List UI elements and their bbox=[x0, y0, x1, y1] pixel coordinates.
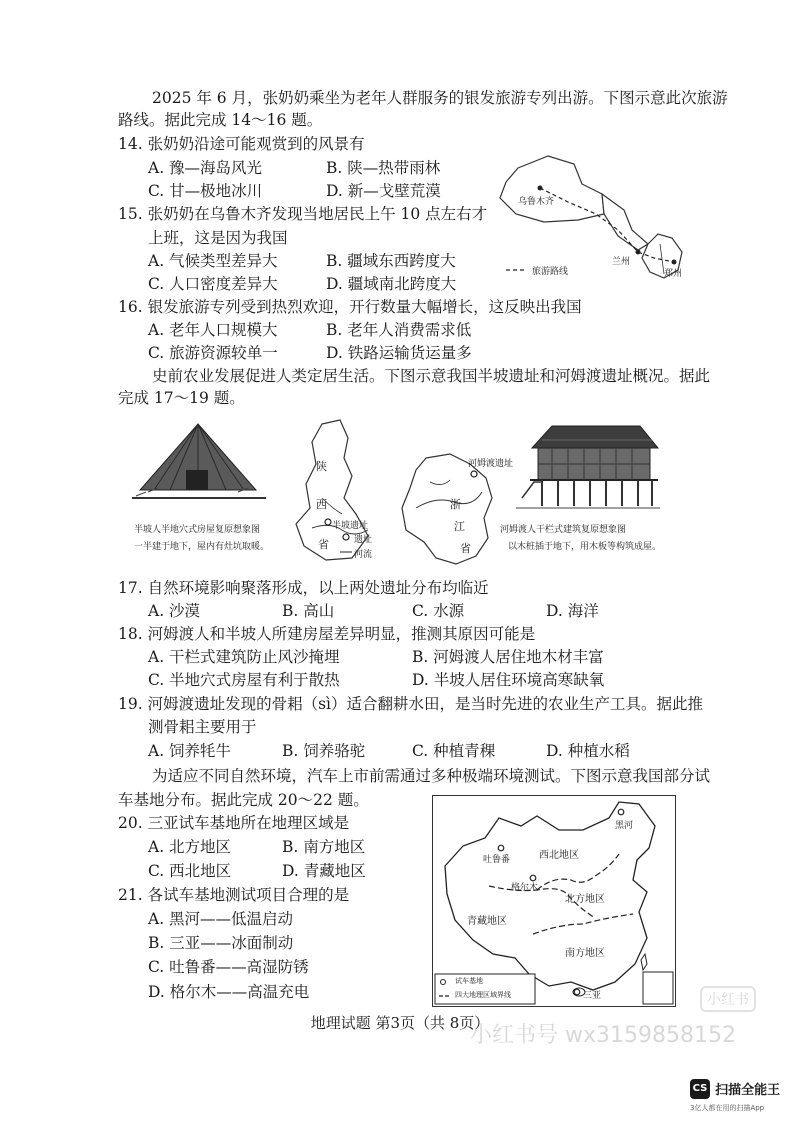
shaanxi-char-1: 陕 bbox=[316, 460, 327, 473]
shaanxi-char-2: 西 bbox=[316, 498, 327, 511]
south-china-sea-inset bbox=[643, 972, 673, 1004]
turpan-marker bbox=[498, 845, 504, 851]
label-golmud: 格尔木 bbox=[511, 883, 539, 893]
sanya-marker bbox=[574, 989, 580, 995]
q19-stem-line1: 19. 河姆渡遗址发现的骨耜（sì）适合翻耕水田，是当时先进的农业生产工具。据此推 bbox=[118, 695, 703, 713]
q17-option-a: A. 沙漠 bbox=[148, 602, 201, 620]
q20-option-d: D. 青藏地区 bbox=[282, 862, 366, 880]
q17-option-b: B. 高山 bbox=[282, 602, 335, 620]
q15-stem-line2: 上班，这是因为我国 bbox=[148, 229, 288, 247]
q15-option-c: C. 人口密度差异大 bbox=[148, 275, 278, 293]
zhejiang-char-3: 省 bbox=[460, 542, 471, 555]
hemudu-caption-desc: 以木桩插于地下，用木板等构筑成屋。 bbox=[508, 542, 662, 552]
q20-option-c: C. 西北地区 bbox=[148, 862, 232, 880]
urumqi-dot bbox=[538, 186, 543, 191]
hemudu-site-marker bbox=[471, 471, 477, 477]
label-northwest-region: 西北地区 bbox=[539, 850, 579, 861]
label-sanya: 三亚 bbox=[583, 991, 602, 1001]
q16-stem: 16. 银发旅游专列受到热烈欢迎，开行数量大幅增长，这反映出我国 bbox=[118, 298, 582, 316]
q19-option-d: D. 种植水稻 bbox=[546, 742, 630, 760]
q21-option-b: B. 三亚——冰面制动 bbox=[148, 934, 294, 952]
q20-option-b: B. 南方地区 bbox=[282, 838, 366, 856]
camscanner-name: 扫描全能王 bbox=[715, 1083, 781, 1098]
china-map-svg bbox=[433, 796, 675, 1006]
shaanxi-map bbox=[282, 418, 382, 568]
zhengzhou-dot bbox=[672, 260, 677, 265]
q20-stem: 20. 三亚试车基地所在地理区域是 bbox=[118, 814, 350, 832]
label-lanzhou: 兰州 bbox=[612, 257, 631, 267]
q16-option-c: C. 旅游资源较单一 bbox=[148, 344, 278, 362]
label-north-region: 北方地区 bbox=[565, 894, 605, 905]
label-heihe: 黑河 bbox=[615, 821, 634, 831]
q17-option-c: C. 水源 bbox=[412, 602, 465, 620]
q14-option-c: C. 甘—极地冰川 bbox=[148, 182, 263, 200]
banpo-house-illustration bbox=[128, 418, 270, 510]
intro-14-line1: 2025 年 6 月，张奶奶乘坐为老年人群服务的银发旅游专列出游。下图示意此次旅游 bbox=[152, 89, 728, 107]
q20-option-a: A. 北方地区 bbox=[148, 838, 232, 856]
banpo-caption-desc: 一半建于地下，屋内有灶坑取暖。 bbox=[134, 542, 270, 552]
camscanner-tagline: 3亿人都在用的扫描App bbox=[690, 1103, 765, 1112]
q18-option-a: A. 干栏式建筑防止风沙掩埋 bbox=[148, 648, 340, 666]
lanzhou-dot bbox=[636, 250, 641, 255]
legend-boundary-label: 四大地理区域界线 bbox=[455, 991, 511, 999]
legend-base-symbol bbox=[441, 980, 446, 985]
label-qingzang-region: 青藏地区 bbox=[467, 916, 507, 927]
q15-option-d: D. 疆域南北跨度大 bbox=[326, 275, 457, 293]
hemudu-site-label: 河姆渡遗址 bbox=[468, 459, 514, 469]
legend-river-label: 河流 bbox=[354, 550, 373, 560]
q21-option-a: A. 黑河——低温启动 bbox=[148, 910, 294, 928]
q19-option-b: B. 饲养骆驼 bbox=[282, 742, 366, 760]
shaanxi-char-3: 省 bbox=[318, 538, 329, 551]
q21-option-c: C. 吐鲁番——高湿防锈 bbox=[148, 958, 309, 976]
q15-stem-line1: 15. 张奶奶在乌鲁木齐发现当地居民上午 10 点左右才 bbox=[118, 205, 488, 223]
q14-option-a: A. 豫—海岛风光 bbox=[148, 159, 263, 177]
label-south-region: 南方地区 bbox=[565, 948, 605, 959]
banpo-site-marker bbox=[325, 519, 331, 525]
sites-figure bbox=[128, 418, 668, 570]
intro-20-line2: 车基地分布。据此完成 20～22 题。 bbox=[118, 791, 369, 809]
gansu-outline bbox=[602, 194, 648, 250]
route-map-figure bbox=[478, 148, 690, 288]
q19-option-a: A. 饲养牦牛 bbox=[148, 742, 232, 760]
intro-20-line1: 为适应不同自然环境，汽车上市前需通过多种极端环境测试。下图示意我国部分试 bbox=[152, 767, 711, 785]
legend-site-label: 遗址 bbox=[354, 535, 373, 545]
label-urumqi: 乌鲁木齐 bbox=[518, 197, 555, 207]
hemudu-caption-title: 河姆渡人干栏式建筑复原想象图 bbox=[500, 525, 627, 535]
q18-option-c: C. 半地穴式房屋有利于散热 bbox=[148, 671, 340, 689]
camscanner-logo-icon: CS bbox=[690, 1079, 710, 1099]
test-base-map bbox=[432, 795, 676, 1007]
q18-stem: 18. 河姆渡人和半坡人所建房屋差异明显，推测其原因可能是 bbox=[118, 625, 536, 643]
q15-option-a: A. 气候类型差异大 bbox=[148, 252, 278, 270]
q16-option-b: B. 老年人消费需求低 bbox=[326, 321, 472, 339]
q17-stem: 17. 自然环境影响聚落形成，以上两处遗址分布均临近 bbox=[118, 579, 489, 597]
label-zhengzhou: 郑州 bbox=[664, 269, 683, 279]
legend-route-label: 旅游路线 bbox=[532, 267, 569, 277]
intro-17-line2: 完成 17～19 题。 bbox=[118, 389, 245, 407]
q18-option-d: D. 半坡人居住环境高寒缺氧 bbox=[412, 671, 605, 689]
intro-17-line1: 史前农业发展促进人类定居生活。下图示意我国半坡遗址和河姆渡遗址概况。据此 bbox=[152, 367, 711, 385]
zhejiang-char-1: 浙 bbox=[450, 498, 461, 511]
heihe-marker bbox=[618, 809, 624, 815]
xiaohongshu-watermark: 小红书号 wx3159858152 bbox=[470, 1023, 736, 1048]
q18-option-b: B. 河姆渡人居住地木材丰富 bbox=[412, 648, 604, 666]
legend-site-symbol bbox=[343, 534, 349, 540]
q14-option-d: D. 新—戈壁荒漠 bbox=[326, 182, 441, 200]
banpo-caption-title: 半坡人半地穴式房屋复原想象图 bbox=[134, 525, 261, 535]
page-footer: 地理试题 第3页（共 8页） bbox=[310, 1014, 490, 1032]
q19-option-c: C. 种植青稞 bbox=[412, 742, 496, 760]
route-map-svg bbox=[478, 148, 690, 288]
intro-14-line2: 路线。据此完成 14～16 题。 bbox=[118, 111, 323, 129]
camscanner-brand bbox=[690, 1078, 800, 1113]
q15-option-b: B. 疆域东西跨度大 bbox=[326, 252, 456, 270]
q19-stem-line2: 测骨耜主要用于 bbox=[148, 718, 257, 736]
q21-option-d: D. 格尔木——高温充电 bbox=[148, 983, 310, 1001]
zhejiang-map bbox=[396, 452, 500, 568]
zhejiang-char-2: 江 bbox=[454, 520, 465, 533]
xiaohongshu-badge: 小红书 bbox=[700, 986, 756, 1012]
q16-option-d: D. 铁路运输货运量多 bbox=[326, 344, 472, 362]
xinjiang-outline bbox=[500, 156, 604, 222]
q14-option-b: B. 陕—热带雨林 bbox=[326, 159, 441, 177]
q16-option-a: A. 老年人口规模大 bbox=[148, 321, 278, 339]
hemudu-house-illustration bbox=[512, 420, 660, 514]
label-turpan: 吐鲁番 bbox=[483, 855, 511, 865]
legend-base-label: 试车基地 bbox=[455, 977, 483, 985]
q21-stem: 21. 各试车基地测试项目合理的是 bbox=[118, 886, 350, 904]
q17-option-d: D. 海洋 bbox=[546, 602, 599, 620]
q14-stem: 14. 张奶奶沿途可能观赏到的风景有 bbox=[118, 135, 365, 153]
banpo-site-label: 半坡遗址 bbox=[332, 521, 369, 531]
